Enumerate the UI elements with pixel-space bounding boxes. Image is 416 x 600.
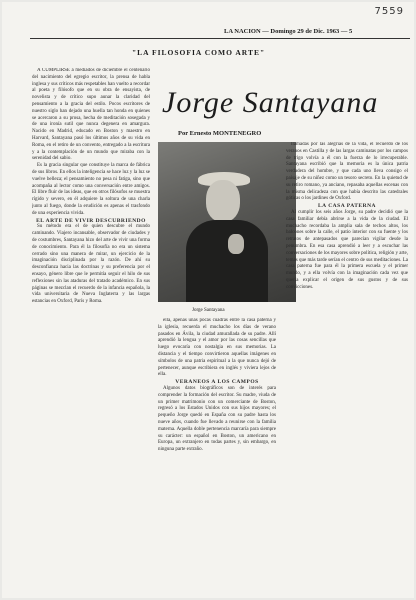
masthead-rule (30, 38, 410, 39)
article-title: Jorge Santayana (162, 86, 379, 119)
paragraph: Algunos datos biográficos son de interés para comprender la formación del escritor. Su madre, viuda de un primer matrimonio con un comerciante de Boston, regresó a los Estados Unidos con sus hijos mayores; el pequeño Jorge quedó en España con su padre hasta los nueve años, cuando fue llevado a reunirse con la familia materna. Aquella doble pertenencia marcaría para siempre su carácter: un español en Boston, un americano en Europa, un extranjero en todas partes y, sin embargo, en ninguna parte extraño. (158, 385, 276, 453)
column-middle (158, 318, 276, 590)
newspaper-page (2, 2, 414, 598)
paragraph: Es la gracia singular que constituye la marca de fábrica de sus libros. En ellos la inteligencia se hace luz y la luz se vuelve belleza; el pensamiento no pesa ni fatiga, sino que acompaña al lector como una conversación entre amigos. El libre fluir de las ideas, que en otros filósofos se muestra rígido y severo, en él adquiere la soltura de una charla junto al fuego, donde la erudición es apenas el trasfondo de una experiencia vivida. (32, 163, 150, 216)
paragraph: Su método era el de quien descubre el mundo caminando. Viajero incansable, observador de ciudades y de costumbres, Santayana hizo del arte de vivir una forma de conocimiento. Para él la filosofía no era un sistema cerrado sino una manera de mirar, un ejercicio de la imaginación disciplinada por la razón. De ahí su desconfianza hacia las doctrinas y su preferencia por el ensayo, género libre que le permitía seguir el hilo de sus reflexiones sin las ataduras del tratado académico. En sus páginas se mezclan el recuerdo de la infancia española, la vida universitaria de Nueva Inglaterra y las largas estancias en Oxford, París y Roma. (32, 224, 150, 305)
paragraph: A CUMPLIRSE a mediados de diciembre el centenario del nacimiento del egregio escritor, la prensa de habla inglesa y sus críticos más respetables han vuelto a recordar al poeta y filósofo que en su obra de ensayista, de novelista y de crítico supo aunar la claridad del pensamiento a la gracia del estilo. Pocos escritores de nuestro siglo han dejado una huella tan honda en quienes se acercaron a su prosa, hecha de meditación sosegada y de una ironía sutil que nunca degenera en amargura. Nacido en Madrid, educado en Boston y maestro en Harvard, Santayana pasó los últimos años de su vida en Roma, en el retiro de un convento, entregado a la escritura y a la contemplación de un mundo que miraba con la serenidad del sabio. (32, 68, 150, 162)
paragraph: llamadas por las alegrías de la vida, el recuerdo de los veranos en Castilla y de las largas caminatas por los campos de trigo volvía a él con la fuerza de lo irrecuperable. Santayana escribió que la memoria es la única patria verdadera del hombre, y que cada uno lleva consigo el paisaje de su niñez como un tesoro secreto. En la quietud de su retiro romano, ya anciano, repasaba aquellas escenas con la misma delicadeza con que había descrito las catedrales góticas o los jardines de Oxford. (286, 142, 408, 202)
byline: Por Ernesto MONTENEGRO (178, 130, 262, 137)
portrait-photo (158, 142, 296, 302)
subhead: EL ARTE DE VIVIR DESCUBRIENDO (36, 217, 146, 224)
paragraph: ella, apenas unas pocas cuadras entre la casa paterna y la iglesia, recuerda el muchacho los días de verano pasados en Ávila, la ciudad amurallada de su padre. Allí aprendió la lengua y el amor por las cosas sencillas que luego evocaría con nostalgia en sus memorias. La distancia y el tiempo convirtieron aquellas imágenes en símbolos de una patria espiritual a la que nunca dejó de pertenecer, aunque escribiera en inglés y viviera lejos de ella. (158, 318, 276, 378)
handwritten-number: 7559 (374, 6, 404, 17)
paragraph: Al cumplir los seis años Jorge, su padre decidió que la casa familiar debía abrirse a la vida de la ciudad. El muchacho recordaba la amplia sala de techos altos, los balcones sobre la calle, el patio interior con su fuente y los retratos de antepasados que parecían vigilar desde la penumbra. En esa casa aprendió a leer y a escuchar las conversaciones de los mayores sobre política, religión y arte, temas que más tarde serían el centro de sus meditaciones. La casa paterna fue para él la primera escuela y el primer mundo, y a ella volvía con la imaginación cada vez que quería explicar el origen de sus gustos y de sus convicciones. (286, 209, 408, 290)
column-left (32, 68, 150, 590)
subhead: VERANEOS A LOS CAMPOS (175, 379, 259, 386)
kicker: "LA FILOSOFIA COMO ARTE" (132, 48, 266, 57)
masthead: LA NACION — Domingo 29 de Dic. 1963 — 5 (224, 28, 353, 35)
photo-caption: Jorge Santayana (192, 308, 225, 313)
subhead: LA CASA PATERNA (317, 203, 377, 210)
column-right (286, 142, 408, 590)
